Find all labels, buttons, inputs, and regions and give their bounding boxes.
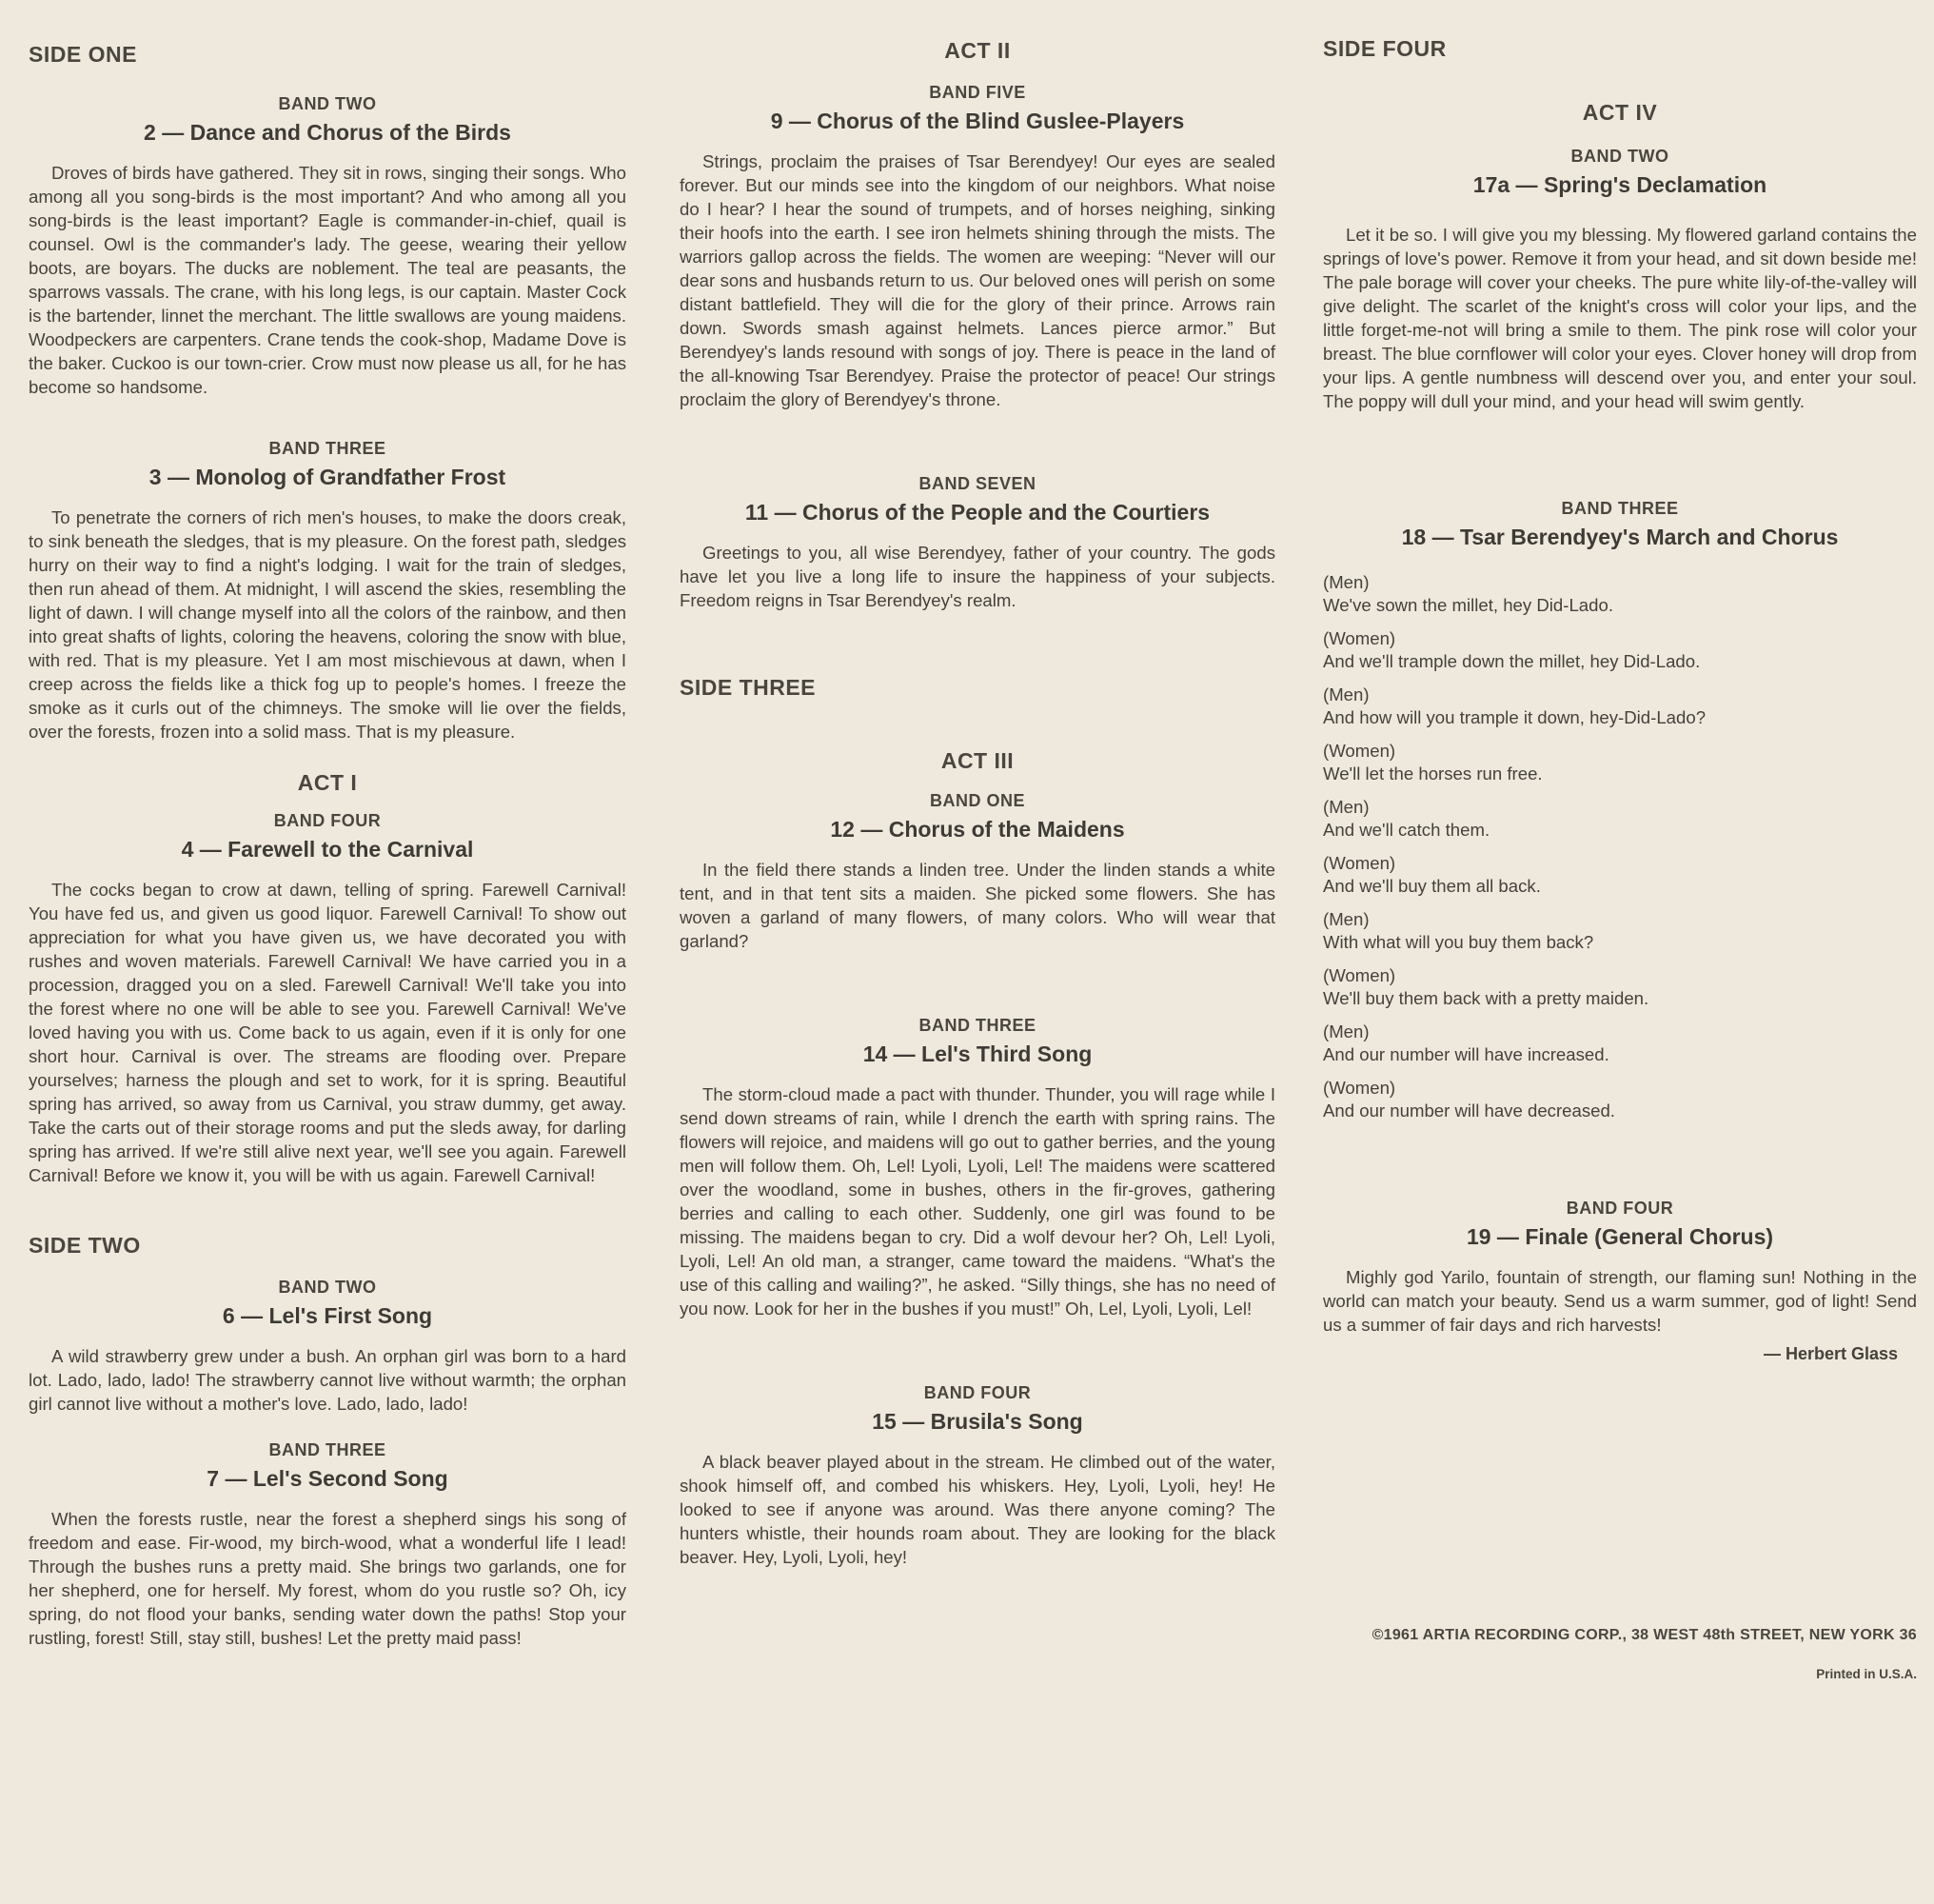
track-2-title: 2 — Dance and Chorus of the Birds — [144, 120, 511, 145]
track-2-text: Droves of birds have gathered. They sit in rows, singing their songs. Who among all you song-birds is the most important? And who among all you song-birds is the least important? Eagle is commander-in-chief, quail is counsel. Owl is the commander's lady. The geese, wearing their yellow boots, are boyars. The ducks are noblement. The teal are peasants, the sparrows vassals. The crane, with his long legs, is our captain. Master Cock is the bartender, linnet the merchant. The little swallows are young maidens. Woodpeckers are carpenters. Crane tends the cook-shop, Madame Dove is the baker. Cuckoo is our town-crier. Crow must now please us all, for he has become so handsome. — [29, 163, 626, 397]
speaker-label: (Women) — [1323, 853, 1396, 873]
act-two-heading: ACT II — [944, 38, 1011, 63]
printed-in-label: Printed in U.S.A. — [1816, 1667, 1917, 1681]
dialogue-item — [1323, 852, 1917, 898]
dialogue-line: And our number will have increased. — [1323, 1044, 1609, 1064]
track-14-title: 14 — Lel's Third Song — [862, 1041, 1093, 1066]
track-9-title: 9 — Chorus of the Blind Guslee-Players — [770, 109, 1185, 133]
dialogue-line: With what will you buy them back? — [1323, 932, 1594, 952]
track-7-title: 7 — Lel's Second Song — [207, 1466, 448, 1491]
act-four-heading: ACT IV — [1582, 100, 1658, 125]
speaker-label: (Men) — [1323, 572, 1370, 592]
copyright-line: ©1961 ARTIA RECORDING CORP., 38 WEST 48th STREET, NEW YORK 36 — [1372, 1627, 1917, 1643]
column-middle — [680, 0, 1275, 1569]
band-seven-label: BAND SEVEN — [918, 474, 1036, 493]
speaker-label: (Men) — [1323, 909, 1370, 929]
side-two-band-three-label: BAND THREE — [268, 1440, 386, 1459]
dialogue-line: We've sown the millet, hey Did-Lado. — [1323, 595, 1613, 615]
dialogue-line: We'll buy them back with a pretty maiden. — [1323, 988, 1649, 1008]
speaker-label: (Women) — [1323, 1078, 1396, 1098]
band-three-label: BAND THREE — [918, 1016, 1036, 1035]
act-one-heading: ACT I — [297, 770, 358, 795]
column-left — [29, 0, 626, 1650]
side-four-heading: SIDE FOUR — [1323, 36, 1447, 61]
dialogue-line: We'll let the horses run free. — [1323, 764, 1543, 783]
dialogue-line: And we'll buy them all back. — [1323, 876, 1541, 896]
author-signature: — Herbert Glass — [1763, 1344, 1898, 1363]
dialogue-item — [1323, 627, 1917, 673]
band-one-label: BAND ONE — [929, 791, 1025, 810]
track-18-title: 18 — Tsar Berendyey's March and Chorus — [1401, 525, 1839, 549]
side-three-heading: SIDE THREE — [680, 675, 817, 700]
band-three-label: BAND THREE — [1561, 499, 1679, 518]
track-15-text: A black beaver played about in the stream. He climbed out of the water, shook himself off, and combed his whiskers. Hey, Lyoli, Lyoli, hey! He looked to see if anyone was around. Was there anyone coming? The hunters whistle, their hounds roam about. They are looking for the black beaver. Hey, Lyoli, Lyoli, hey! — [680, 1452, 1275, 1567]
dialogue-item — [1323, 796, 1917, 842]
track-6-text: A wild strawberry grew under a bush. An orphan girl was born to a hard lot. Lado, lado, lado! The strawberry cannot live without warmth; the orphan girl cannot live without a mother's love. Lado, lado, lado! — [29, 1346, 626, 1414]
track-12-text: In the field there stands a linden tree. Under the linden stands a white tent, and in that tent sits a maiden. She picked some flowers. She has woven a garland of many flowers, of many colors. Who will wear that garland? — [680, 860, 1275, 951]
track-11-title: 11 — Chorus of the People and the Courtiers — [744, 500, 1211, 525]
speaker-label: (Men) — [1323, 797, 1370, 817]
band-four-label: BAND FOUR — [273, 811, 382, 830]
side-two-heading: SIDE TWO — [29, 1233, 141, 1258]
track-19-title: 19 — Finale (General Chorus) — [1466, 1224, 1774, 1249]
track-17a-title: 17a — Spring's Declamation — [1472, 172, 1767, 197]
speaker-label: (Men) — [1323, 1021, 1370, 1041]
band-two-label: BAND TWO — [1570, 147, 1669, 166]
speaker-label: (Women) — [1323, 741, 1396, 761]
track-3-text: To penetrate the corners of rich men's houses, to make the doors creak, to sink beneath the sledges, that is my pleasure. On the forest path, sledges hurry on their way to find a night's lodging. I wait for the train of sledges, then run ahead of them. At midnight, I will ascend the skies, resembling the light of dawn. I will change myself into all the colors of the rainbow, and then into great shafts of lights, coloring the heavens, coloring the snow with blue, with red. That is my pleasure. Yet I am most mischievous at dawn, when I creep across the fields like a thick fog up to people's homes. I freeze the smoke as it curls out of the chimneys. The smoke will lie over the fields, over the forests, frozen into a solid mass. That is my pleasure. — [29, 507, 626, 742]
track-7-text: When the forests rustle, near the forest a shepherd sings his song of freedom and ease. Fir-wood, my birch-wood, what a wonderful life I lead! Through the bushes runs a pretty maid. She brings two garlands, one for her shepherd, one for herself. My forest, whom do you rustle so? Oh, icy spring, do not flood your banks, sending water down the paths! Stop your rustling, forest! Still, stay still, bushes! Let the pretty maid pass! — [29, 1509, 626, 1648]
dialogue-line: And how will you trample it down, hey-Did-Lado? — [1323, 707, 1707, 727]
dialogue-line: And we'll catch them. — [1323, 820, 1490, 840]
track-3-title: 3 — Monolog of Grandfather Frost — [148, 465, 506, 489]
track-4-title: 4 — Farewell to the Carnival — [181, 837, 474, 862]
band-five-label: BAND FIVE — [929, 83, 1026, 102]
speaker-label: (Men) — [1323, 684, 1370, 704]
dialogue-line: And we'll trample down the millet, hey Did-Lado. — [1323, 651, 1701, 671]
track-11-text: Greetings to you, all wise Berendyey, father of your country. The gods have let you live a long life to insure the happiness of your subjects. Freedom reigns in Tsar Berendyey's realm. — [680, 543, 1275, 610]
column-right — [1323, 0, 1917, 1681]
band-two-label: BAND TWO — [278, 94, 377, 113]
dialogue-item — [1323, 1077, 1917, 1122]
dialogue-item — [1323, 571, 1917, 617]
track-14-text: The storm-cloud made a pact with thunder. Thunder, you will rage while I send down streams of rain, while I drench the earth with spring rains. The flowers will rejoice, and maidens will go out to gather berries, and the young men will follow them. Oh, Lel! Lyoli, Lyoli, Lel! The maidens were scattered over the woodland, some in bushes, others in the fir-groves, gathering berries and calling to each other. Suddenly, one girl was found to be missing. The maidens began to cry. Did a wolf devour her? Oh, Lel! Lyoli, Lyoli, Lel! An old man, a stranger, came toward the maidens. “What's the use of this calling and wailing?”, he asked. “Silly things, she has no need of you now. Look for her in the bushes if you must!” Oh, Lel, Lyoli, Lyoli, Lel! — [680, 1084, 1275, 1319]
dialogue-list — [1323, 571, 1917, 1122]
track-19-text: Mighly god Yarilo, fountain of strength, our flaming sun! Nothing in the world can match your beauty. Send us a warm summer, god of light! Send us a summer of fair days and rich harvests! — [1323, 1267, 1917, 1335]
dialogue-item — [1323, 908, 1917, 954]
dialogue-item — [1323, 964, 1917, 1010]
band-four-label: BAND FOUR — [923, 1383, 1032, 1402]
dialogue-line: And our number will have decreased. — [1323, 1101, 1615, 1121]
side-one-heading: SIDE ONE — [29, 42, 137, 67]
dialogue-item — [1323, 684, 1917, 729]
track-4-text: The cocks began to crow at dawn, telling of spring. Farewell Carnival! You have fed us, and given us good liquor. Farewell Carnival! To show out appreciation for what you have given us, we have decorated you with rushes and woven materials. Farewell Carnival! We have carried you in a procession, dragged you on a sled. Farewell Carnival! We'll take you into the forest where no one will be able to see you. Farewell Carnival! We've loved having you with us. Come back to us again, even if it is only for one short hour. Carnival is over. The streams are flooding over. Prepare yourselves; harness the plough and set to work, for it is spring. Beautiful spring has arrived, so away from us Carnival, you straw dummy, get away. Take the carts out of their storage rooms and put the sleds away, for darling spring has arrived. If we're still alive next year, we'll see you again. Farewell Carnival! Before we know it, you will be with us again. Farewell Carnival! — [29, 880, 626, 1185]
speaker-label: (Women) — [1323, 628, 1396, 648]
track-6-title: 6 — Lel's First Song — [222, 1303, 433, 1328]
band-three-label: BAND THREE — [268, 439, 386, 458]
track-12-title: 12 — Chorus of the Maidens — [830, 817, 1125, 842]
side-two-band-two-label: BAND TWO — [278, 1278, 377, 1297]
dialogue-item — [1323, 1021, 1917, 1066]
band-four-label: BAND FOUR — [1566, 1199, 1674, 1218]
track-17a-text: Let it be so. I will give you my blessing. My flowered garland contains the springs of love's power. Remove it from your head, and sit down beside me! The pale borage will cover your cheeks. The pure white lily-of-the-valley will give delight. The scarlet of the knight's cross will color your lips, and the little forget-me-not will bring a smile to them. The pink rose will color your breast. The blue cornflower will color your eyes. Clover honey will drop from your lips. A gentle numbness will descend over you, and enter your soul. The poppy will dull your mind, and your head will swim gently. — [1323, 225, 1917, 411]
track-9-text: Strings, proclaim the praises of Tsar Berendyey! Our eyes are sealed forever. But our minds see into the kingdom of our neighbors. What noise do I hear? I hear the sound of trumpets, and of horses neighing, sinking their hoofs into the earth. I see iron helmets shining through the mists. The warriors gallop across the fields. The women are weeping: “Never will our dear sons and husbands return to us. Our beloved ones will perish on some distant battlefield. They will die for the glory of their prince. Arrows rain down. Swords smash against helmets. Lances pierce armor.” But Berendyey's lands resound with songs of joy. There is peace in the land of the all-knowing Tsar Berendyey. Praise the protector of peace! Our strings proclaim the glory of Berendyey's throne. — [680, 151, 1275, 409]
track-15-title: 15 — Brusila's Song — [872, 1409, 1083, 1434]
speaker-label: (Women) — [1323, 965, 1396, 985]
dialogue-item — [1323, 740, 1917, 785]
act-three-heading: ACT III — [940, 748, 1015, 773]
